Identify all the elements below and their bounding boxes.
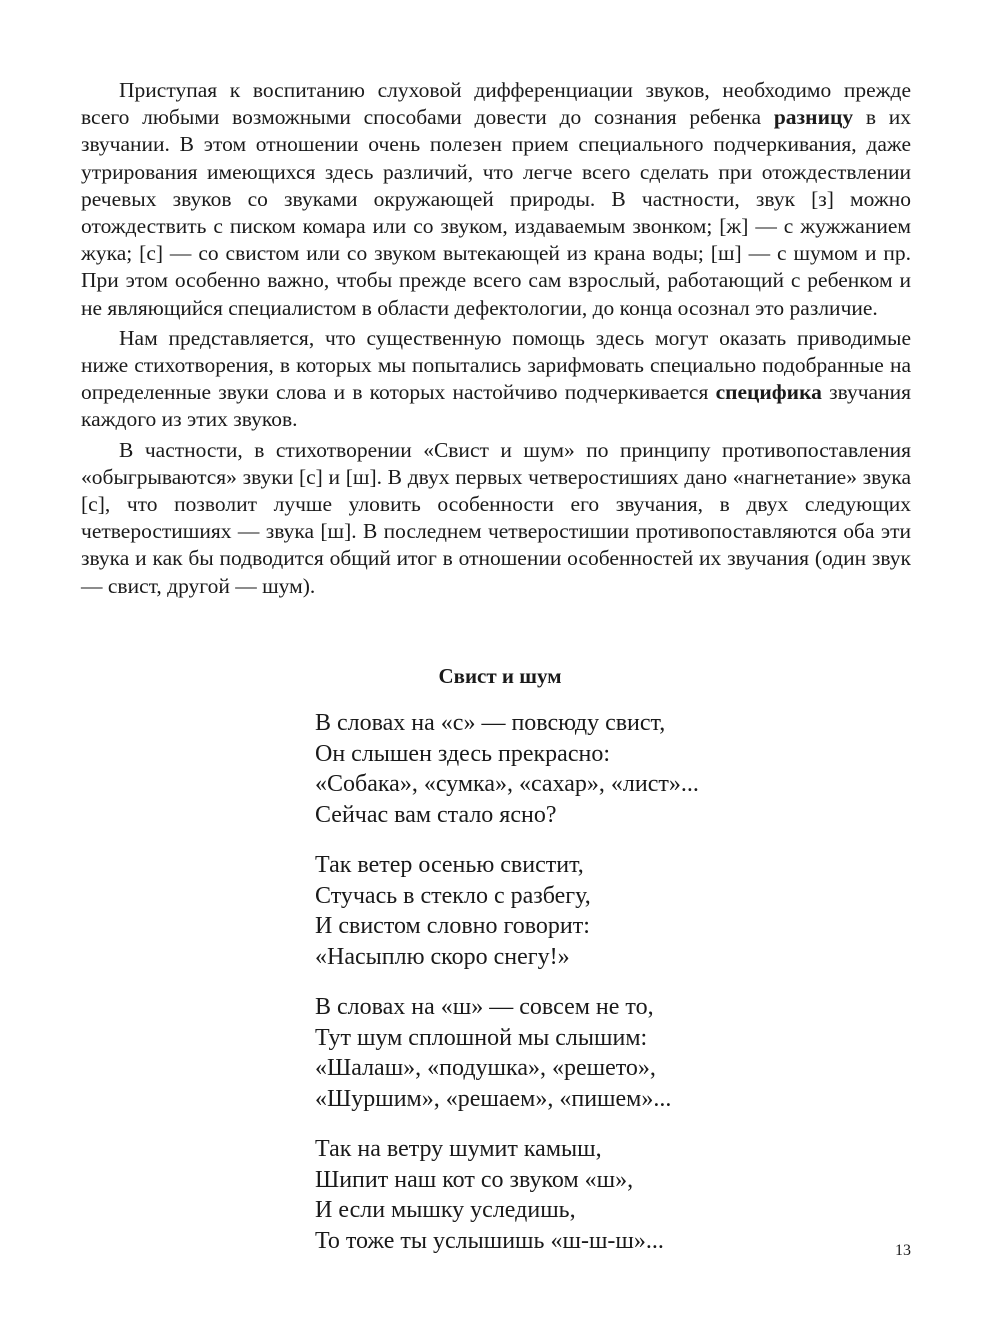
stanza	[315, 850, 915, 972]
stanza	[315, 992, 915, 1114]
poem-line: «Шалаш», «подушка», «решето»,	[315, 1055, 656, 1081]
page-number: 13	[895, 1242, 911, 1259]
paragraph-text: Приступая к воспитанию слуховой дифференциации звуков, необходимо прежде всего любыми возможными способами довести до сознания ребенка	[81, 78, 911, 130]
poem-line: В словах на «с» — повсюду свист,	[315, 710, 666, 736]
poem-line: «Шуршим», «решаем», «пишем»...	[315, 1085, 672, 1112]
poem-line: Он слышен здесь прекрасно:	[315, 740, 610, 767]
emphasis-word: специфика	[715, 380, 822, 405]
body-text	[81, 77, 911, 600]
stanza	[315, 708, 915, 830]
poem-line: В словах на «ш» — совсем не то,	[315, 994, 654, 1020]
paragraph-1	[81, 77, 911, 322]
paragraph-text: в их звучании. В этом отношении очень полезен прием специального подчеркивания, даже утрирования имеющихся здесь различий, что легче всего сделать при отождествлении речевых звуков со звуками окружающей природы. В частности, звук [з] можно отождествить с писком комара или со звуком, издаваемым звонком; [ж] — с жужжанием жука; [с] — со свистом или со звуком вытекающей из крана воды; [ш] — с шумом и пр. При этом особенно важно, чтобы прежде всего сам взрослый, работающий с ребенком и не являющийся специалистом в области дефектологии, до конца осознал это различие.	[81, 105, 911, 320]
poem-line: «Собака», «сумка», «сахар», «лист»...	[315, 771, 699, 797]
poem-line: И если мышку уследишь,	[315, 1197, 576, 1223]
poem-title: Свист и шум	[438, 664, 562, 688]
poem	[315, 708, 915, 1276]
poem-line: Тут шум сплошной мы слышим:	[315, 1024, 648, 1051]
stanza	[315, 1134, 915, 1256]
emphasis-word: разницу	[773, 105, 854, 130]
poem-line: Так на ветру шумит камыш,	[315, 1136, 602, 1162]
poem-line: То тоже ты услышишь «ш-ш-ш»...	[315, 1227, 664, 1254]
poem-line: Шипит наш кот со звуком «ш»,	[315, 1166, 634, 1193]
poem-line: Так ветер осенью свистит,	[315, 852, 584, 878]
poem-line: И свистом словно говорит:	[315, 913, 590, 939]
paragraph-text: звучания каждого из этих звуков.	[81, 380, 911, 432]
paragraph-text: Нам представляется, что существенную помощь здесь могут оказать приводимые ниже стихотворения, в которых мы попытались зарифмовать специально подобранные на определенные звуки слова и в которых настойчиво подчеркивается	[81, 325, 911, 405]
paragraph-text: В частности, в стихотворении «Свист и шум» по принципу противопоставления «обыгрываются» звуки [с] и [ш]. В двух первых четверостишиях дано «нагнетание» звука [с], что позволит лучше уловить особенности его звучания, в двух следующих четверостишиях — звука [ш]. В последнем четверостишии противопоставляются оба эти звука и как бы подводится общий итог в отношении особенностей их звучания (один звук — свист, другой — шум).	[81, 437, 911, 598]
poem-line: Сейчас вам стало ясно?	[315, 801, 557, 828]
poem-line: «Насыплю скоро снегу!»	[315, 943, 570, 970]
paragraph-3	[81, 437, 911, 600]
paragraph-2	[81, 325, 911, 434]
poem-line: Стучась в стекло с разбегу,	[315, 882, 591, 909]
